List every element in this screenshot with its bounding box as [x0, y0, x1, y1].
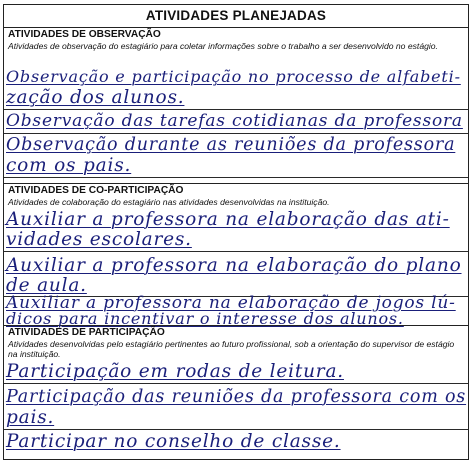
handwritten-line: vidades escolares.: [6, 229, 192, 250]
ruled-line: [4, 133, 468, 134]
handwritten-line: Auxiliar a professora na elaboração do plano: [6, 255, 462, 276]
form-title: ATIVIDADES PLANEJADAS: [145, 8, 327, 23]
section-heading: ATIVIDADES DE CO-PARTICIPAÇÃO: [8, 185, 184, 196]
handwritten-line: pais.: [6, 407, 55, 428]
planned-activities-form: [3, 4, 469, 460]
section-description: Atividades de observação do estagiário para coletar informações sobre o trabalho a ser desenvolvido no estágio.: [8, 41, 438, 51]
handwritten-line: Observação durante as reuniões da professora: [6, 135, 456, 155]
handwritten-line: com os pais.: [6, 155, 132, 176]
section-description: Atividades de colaboração do estagiário nas atividades desenvolvidas na instituição.: [8, 197, 330, 207]
handwritten-line: Participação em rodas de leitura.: [6, 361, 344, 382]
handwritten-line: Participação das reuniões da professora com os: [6, 387, 467, 407]
ruled-line: [4, 251, 468, 252]
handwritten-line: de aula.: [6, 275, 87, 296]
section-heading: ATIVIDADES DE OBSERVAÇÃO: [8, 29, 161, 40]
ruled-line: [4, 429, 468, 430]
handwritten-line: Observação e participação no processo de alfabeti-: [6, 67, 461, 86]
section-heading: ATIVIDADES DE PARTICIPAÇÃO: [8, 327, 165, 338]
ruled-line: [4, 177, 468, 178]
ruled-line: [4, 383, 468, 384]
section-description: Atividades desenvolvidas pelo estagiário pertinentes ao futuro profissional, sob a orientação do supervisor de estágio na instituição.: [8, 339, 455, 359]
handwritten-line: Observação das tarefas cotidianas da professora: [6, 111, 463, 131]
handwritten-line: Auxiliar a professora na elaboração das ati-: [6, 209, 450, 230]
handwritten-line: Participar no conselho de classe.: [6, 431, 341, 452]
handwritten-line: zação dos alunos.: [6, 87, 185, 108]
observation-section: [4, 27, 468, 184]
ruled-line: [4, 109, 468, 110]
participation-section: [4, 325, 468, 459]
handwritten-line: Auxiliar a professora na elaboração de jogos lú-: [6, 293, 456, 313]
handwritten-line: dicos para incentivar o interesse dos alunos.: [6, 309, 404, 328]
form-title-row: [4, 5, 468, 28]
co-participation-section: [4, 183, 468, 326]
